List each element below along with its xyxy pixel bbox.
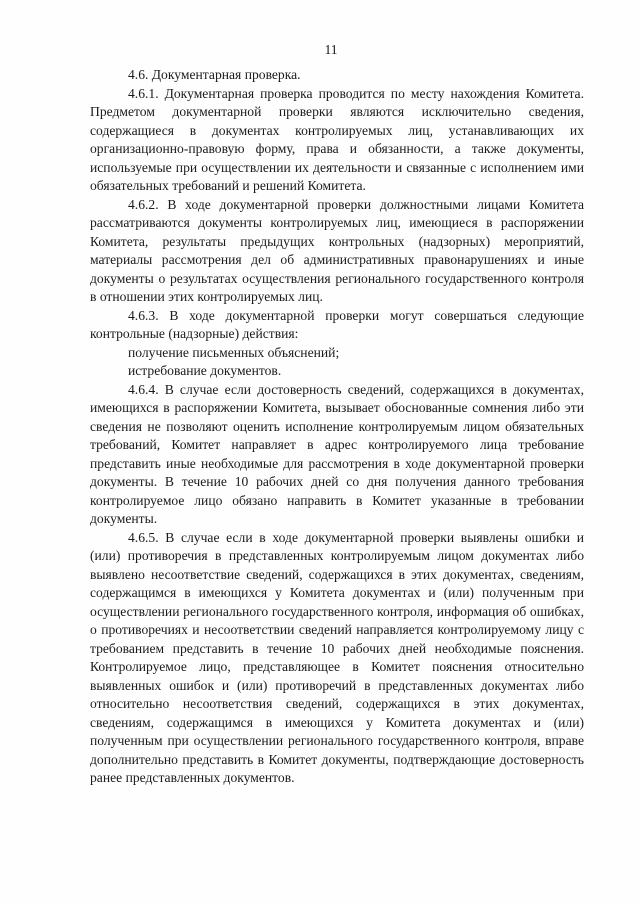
paragraph-4-6-1: 4.6.1. Документарная проверка проводится по месту нахождения Комитета. Предметом документарной проверки являются исключительно сведения, содержащиеся в документах контролируемых лиц, устанавливающих их организационно-правовую форму, права и обязанности, а также документы, используемые при осуществлении их деятельности и связанные с исполнением ими обязательных требований и решений Комитета. — [90, 85, 584, 193]
list-item-documents-request: истребование документов. — [128, 363, 282, 378]
paragraph-4-6-4: 4.6.4. В случае если достоверность сведений, содержащихся в документах, имеющихся в распоряжении Комитета, вызывает обоснованные сомнения либо эти сведения не позволяют оценить исполнение контролируемым лицом обязательных требований, Комитет направляет в адрес контролируемого лица требование представить иные необходимые для рассмотрения в ходе документарной проверки документы. В течение 10 рабочих дней со дня получения данного требования контролируемое лицо обязано направить в Комитет указанные в требовании документы. — [90, 381, 584, 526]
list-item-explanations: получение письменных объяснений; — [128, 344, 340, 360]
section-heading-4-6: 4.6. Документарная проверка. — [128, 67, 301, 82]
paragraph-4-6-2: 4.6.2. В ходе документарной проверки должностными лицами Комитета рассматриваются документы контролируемых лиц, имеющиеся в распоряжении Комитета, результаты предыдущих контрольных (надзорных) мероприятий, материалы рассмотрения дел об административных правонарушениях и иные документы о результатах осуществления регионального государственного контроля в отношении этих контролируемых лиц. — [90, 196, 584, 304]
page-number: 11 — [324, 42, 338, 57]
paragraph-4-6-3: 4.6.3. В ходе документарной проверки могут совершаться следующие контрольные (надзорные) действия: — [90, 307, 584, 341]
paragraph-4-6-5: 4.6.5. В случае если в ходе документарной проверки выявлены ошибки и (или) противоречия в представленных контролируемым лицом документах либо выявлено несоответствие сведений, содержащихся в этих документах, сведениям, содержащимся в имеющихся у Комитета документах и (или) полученным при осуществлении регионального государственного контроля, информация об ошибках, о противоречиях и несоответствии сведений направляется контролируемому лицу с требованием представить в течение 10 рабочих дней необходимые пояснения. Контролируемое лицо, представляющее в Комитет пояснения относительно выявленных ошибок и (или) противоречий в представленных документах либо относительно несоответствия сведений, содержащихся в этих документах, сведениям, содержащимся в имеющихся у Комитета документах и (или) полученным при осуществлении регионального государственного контроля, вправе дополнительно представить в Комитет документы, подтверждающие достоверность ранее представленных документов. — [90, 529, 584, 785]
document-body — [90, 66, 584, 788]
